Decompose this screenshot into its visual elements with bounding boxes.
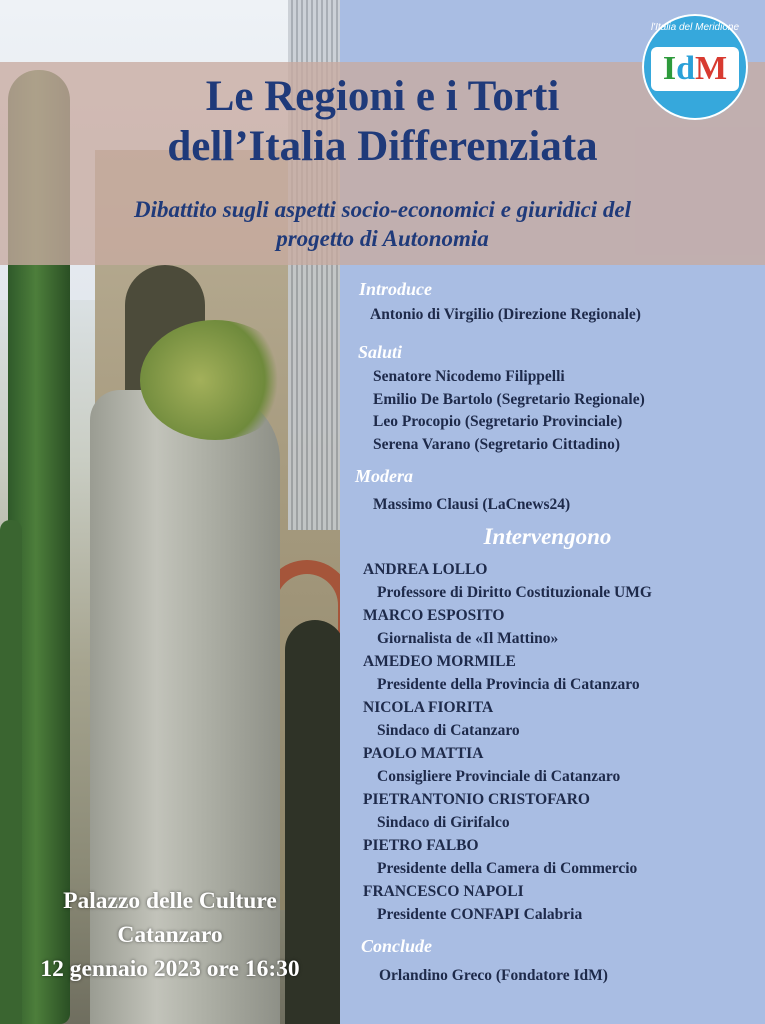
introduce-speaker: Antonio di Virgilio (Direzione Regionale) [370, 306, 641, 323]
speaker-name: FRANCESCO NAPOLI [363, 882, 524, 900]
event-venue [0, 884, 340, 986]
logo-ring-text: l'Italia del Meridione [650, 22, 740, 33]
saluti-item: Serena Varano (Segretario Cittadino) [373, 436, 620, 454]
subtitle-line-2: progetto di Autonomia [276, 226, 489, 251]
modera-speaker: Massimo Clausi (LaCnews24) [373, 495, 571, 513]
saluti-list [373, 366, 760, 457]
section-conclude-label: Conclude [361, 935, 433, 956]
speaker-name: MARCO ESPOSITO [363, 606, 505, 624]
venue-city: Catanzaro [117, 922, 223, 948]
program-list [355, 278, 760, 988]
speaker-name: PIETRO FALBO [363, 836, 479, 854]
speaker-name: PAOLO MATTIA [363, 744, 484, 762]
section-modera-label: Modera [355, 465, 413, 486]
title-line-2: dell’Italia Differenziata [167, 123, 598, 170]
venue-datetime: 12 gennaio 2023 ore 16:30 [40, 956, 300, 982]
subtitle-line-1: Dibattito sugli aspetti socio-economici e giuridici del [133, 197, 632, 222]
section-intervengono-label: Intervengono [483, 523, 612, 549]
saluti-item: Leo Procopio (Segretario Provinciale) [373, 413, 623, 431]
speaker-role: Consigliere Provinciale di Catanzaro [377, 767, 621, 785]
speaker-role: Presidente della Provincia di Catanzaro [377, 675, 640, 693]
speaker-name: ANDREA LOLLO [363, 560, 488, 578]
speaker-role: Sindaco di Girifalco [377, 813, 510, 831]
idm-logo [642, 14, 748, 120]
speaker-role: Presidente della Camera di Commercio [377, 859, 638, 877]
speaker-role: Giornalista de «Il Mattino» [377, 629, 559, 647]
speaker-name: NICOLA FIORITA [363, 698, 494, 716]
speaker-name: PIETRANTONIO CRISTOFARO [363, 790, 590, 808]
venue-place: Palazzo delle Culture [63, 888, 277, 914]
photo-vegetation [140, 320, 290, 440]
saluti-item: Emilio De Bartolo (Segretario Regionale) [373, 390, 645, 408]
speaker-name: AMEDEO MORMILE [363, 652, 516, 670]
section-saluti-label: Saluti [358, 341, 403, 362]
title-line-1: Le Regioni e i Torti [205, 73, 560, 120]
logo-mark: IdM [651, 47, 739, 91]
saluti-item: Senatore Nicodemo Filippelli [373, 367, 565, 385]
speakers-list [363, 558, 760, 926]
conclude-speaker: Orlandino Greco (Fondatore IdM) [379, 966, 608, 984]
section-introduce-label: Introduce [359, 279, 433, 299]
poster-subtitle [0, 195, 765, 253]
speaker-role: Sindaco di Catanzaro [377, 721, 520, 739]
speaker-role: Presidente CONFAPI Calabria [377, 905, 583, 923]
speaker-role: Professore di Diritto Costituzionale UMG [377, 583, 652, 601]
